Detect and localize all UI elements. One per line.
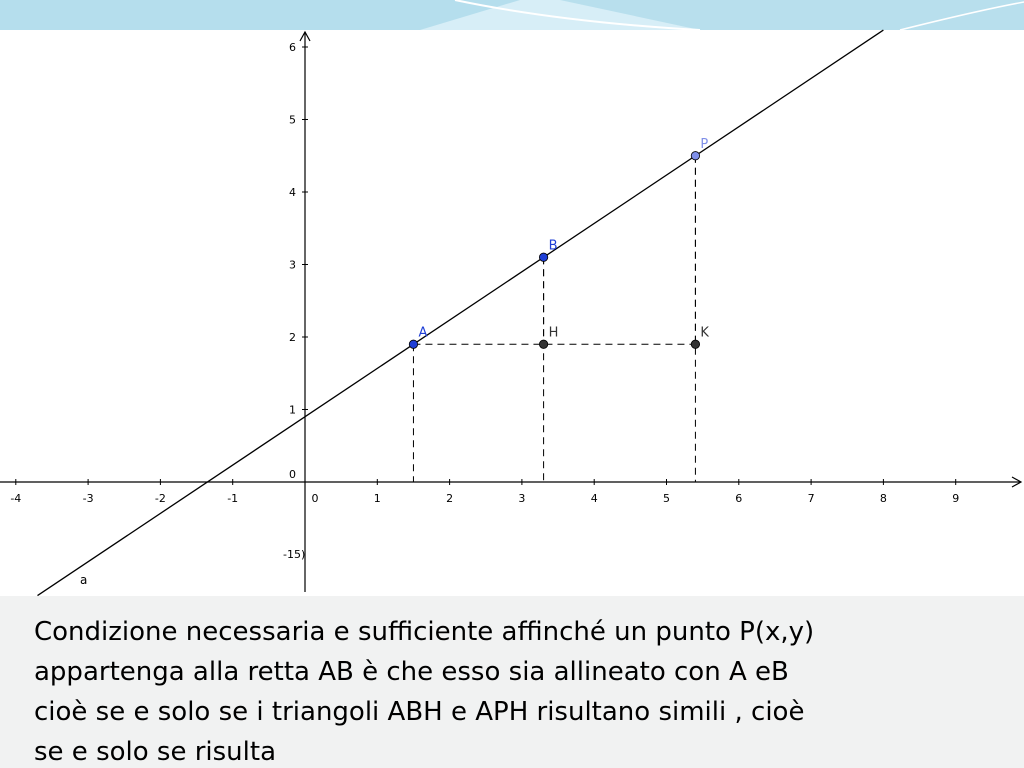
x-tick-label--4: -4 bbox=[10, 492, 22, 505]
y-extra-label: -15) bbox=[283, 548, 306, 561]
x-tick-label-9: 9 bbox=[952, 492, 960, 505]
y-tick-label-1: 1 bbox=[289, 403, 296, 417]
x-tick-label--2: -2 bbox=[154, 492, 166, 505]
caption-line-4: se e solo se risulta bbox=[34, 737, 277, 767]
x-tick-label-3: 3 bbox=[518, 492, 526, 505]
caption-line-1: Condizione necessaria e sufficiente affinché un punto P(x,y) bbox=[34, 617, 815, 647]
y-tick-label-0: 0 bbox=[289, 468, 296, 481]
x-tick-label-4: 4 bbox=[590, 492, 598, 505]
point-B bbox=[539, 253, 547, 261]
point-A bbox=[409, 340, 417, 348]
y-tick-label-4: 4 bbox=[289, 186, 296, 199]
y-tick-label-6: 6 bbox=[289, 41, 296, 54]
line-ab bbox=[37, 30, 883, 596]
x-tick-label-1: 1 bbox=[373, 492, 381, 505]
x-tick-label-8: 8 bbox=[879, 492, 887, 505]
y-tick-label-2: 2 bbox=[289, 331, 296, 344]
line-a bbox=[37, 30, 883, 596]
line-label-a: a bbox=[80, 573, 88, 587]
y-tick-label-3: 3 bbox=[289, 258, 296, 272]
point-label-K: K bbox=[700, 325, 709, 341]
x-tick-label-2: 2 bbox=[446, 492, 454, 505]
dashed-guides bbox=[413, 156, 695, 482]
header-banner bbox=[0, 0, 1024, 30]
point-K bbox=[691, 340, 699, 348]
caption-text bbox=[34, 612, 1009, 768]
x-tick-label-7: 7 bbox=[807, 492, 815, 505]
caption-line-2: appartenga alla retta AB è che esso sia allineato con A eB bbox=[34, 657, 789, 687]
point-P bbox=[691, 152, 699, 160]
caption-line-3: cioè se e solo se i triangoli ABH e APH risultano simili , cioè bbox=[34, 697, 805, 727]
x-tick-label-0: 0 bbox=[311, 492, 319, 505]
x-tick-label--1: -1 bbox=[227, 492, 239, 505]
x-tick-label--3: -3 bbox=[82, 492, 94, 505]
axes bbox=[0, 32, 1021, 592]
point-label-P: P bbox=[700, 136, 709, 152]
point-H bbox=[539, 340, 547, 348]
x-tick-label-5: 5 bbox=[663, 492, 670, 505]
point-label-A: A bbox=[418, 325, 428, 341]
point-label-B: B bbox=[548, 238, 558, 254]
x-tick-label-6: 6 bbox=[735, 492, 743, 505]
y-tick-label-5: 5 bbox=[289, 113, 296, 127]
point-label-H: H bbox=[548, 325, 559, 341]
